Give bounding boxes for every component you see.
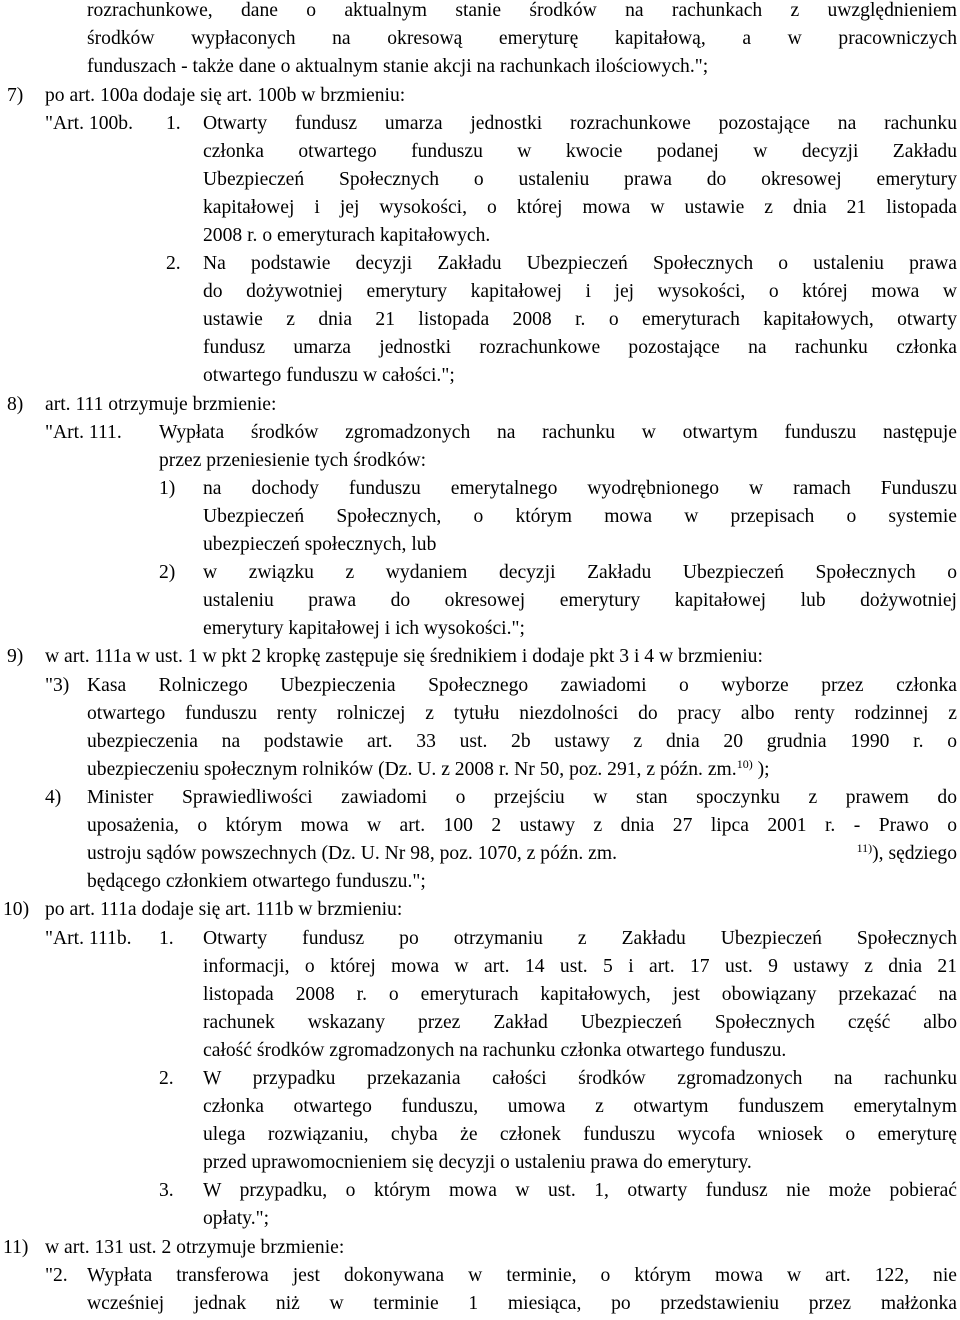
item-intro: w art. 131 ust. 2 otrzymuje brzmienie:: [45, 1237, 345, 1258]
text-line: otwartego funduszu renty rolniczej z tytułu niezdolności do pracy albo renty rodzinnej z: [87, 703, 957, 724]
text-line: Kasa Rolniczego Ubezpieczenia Społecznego zawiadomi o wyborze przez członka: [87, 675, 957, 696]
text-line: Na podstawie decyzji Zakładu Ubezpieczeń Społecznych o ustaleniu prawa: [203, 253, 957, 274]
text-line: kapitałowej i jej wysokości, o której mowa w ustawie z dnia 21 listopada: [203, 197, 957, 218]
article-label: "Art. 111.: [45, 422, 122, 443]
text-line: przez przeniesienie tych środków:: [159, 450, 427, 471]
text-line: ustroju sądów powszechnych (Dz. U. Nr 98, poz. 1070, z późn. zm. $^{11)}$), sędziego: [87, 841, 957, 864]
text-line: W przypadku przekazania całości środków zgromadzonych na rachunku: [203, 1068, 957, 1089]
text-line: 2008 r. o emeryturach kapitałowych.: [203, 225, 491, 246]
text-line: listopada 2008 r. o emeryturach kapitałowych, jest obowiązany przekazać na: [203, 984, 957, 1005]
footnote-ref: 11): [856, 841, 873, 855]
text-line: opłaty.";: [203, 1208, 270, 1229]
item-number: 11): [3, 1237, 29, 1258]
text-line: Wypłata transferowa jest dokonywana w terminie, o którym mowa w art. 122, nie: [87, 1265, 957, 1286]
item-number: 10): [3, 899, 30, 920]
item-number: 7): [7, 85, 24, 106]
point-number: "3): [45, 675, 70, 696]
paragraph-number: 2.: [166, 253, 181, 274]
text-line: całość środków zgromadzonych na rachunku członka otwartego funduszu.: [203, 1040, 787, 1061]
text-line: Wypłata środków zgromadzonych na rachunku w otwartym funduszu następuje: [159, 422, 957, 443]
paragraph-number: 1.: [159, 928, 174, 949]
text-line: członka otwartego funduszu, umowa z otwartym funduszem emerytalnym: [203, 1096, 957, 1117]
text-line: W przypadku, o którym mowa w ust. 1, otwarty fundusz nie może pobierać: [203, 1180, 957, 1201]
item-number: 8): [7, 394, 24, 415]
item-intro: art. 111 otrzymuje brzmienie:: [45, 394, 277, 415]
article-label: "Art. 111b.: [45, 928, 132, 949]
text-line: rachunek wskazany przez Zakład Ubezpieczeń Społecznych część albo: [203, 1012, 957, 1033]
text-line: Ubezpieczeń Społecznych, o którym mowa w przepisach o systemie: [203, 506, 957, 527]
point-number: 1): [159, 478, 176, 499]
text-line: emerytury kapitałowej i ich wysokości.";: [203, 618, 525, 639]
item-intro: po art. 100a dodaje się art. 100b w brzmieniu:: [45, 85, 406, 106]
text-line: przed uprawomocnieniem się decyzji o ustaleniu prawa do emerytury.: [203, 1152, 752, 1173]
footnote-ref: 10): [736, 757, 753, 771]
text-line: członka otwartego funduszu w kwocie podanej w decyzji Zakładu: [203, 141, 957, 162]
text-line: Otwarty fundusz po otrzymaniu z Zakładu Ubezpieczeń Społecznych: [203, 928, 957, 949]
text-line: ustawie z dnia 21 listopada 2008 r. o emeryturach kapitałowych, otwarty: [203, 309, 957, 330]
text-line: funduszach - także dane o aktualnym stanie akcji na rachunkach ilościowych.";: [87, 56, 709, 77]
point-number: 4): [45, 787, 62, 808]
text-line: ulega rozwiązaniu, chyba że członek funduszu wycofa wniosek o emeryturę: [203, 1124, 957, 1145]
text-line: informacji, o której mowa w art. 14 ust. 5 i art. 17 ust. 9 ustawy z dnia 21: [203, 956, 957, 977]
item-intro: po art. 111a dodaje się art. 111b w brzmieniu:: [45, 899, 403, 920]
point-number: 2): [159, 562, 176, 583]
paragraph-number: 1.: [166, 113, 181, 134]
text-line: ubezpieczeniu społecznym rolników (Dz. U. z 2008 r. Nr 50, poz. 291, z późn. zm.$^{10)}$ );: [87, 757, 770, 780]
text-line: wcześniej jednak niż w terminie 1 miesiąca, po przedstawieniu przez małżonka: [87, 1293, 957, 1314]
text-line: Otwarty fundusz umarza jednostki rozrachunkowe pozostające na rachunku: [203, 113, 957, 134]
text-line: Minister Sprawiedliwości zawiadomi o przejściu w stan spoczynku z prawem do: [87, 787, 957, 808]
text-line: na dochody funduszu emerytalnego wyodrębnionego w ramach Funduszu: [203, 478, 957, 499]
item-number: 9): [7, 646, 24, 667]
text-line: otwartego funduszu w całości.";: [203, 365, 455, 386]
text-line: środków wypłaconych na okresową emeryturę kapitałową, a w pracowniczych: [87, 28, 957, 49]
paragraph-number: 2.: [159, 1068, 174, 1089]
text-line: będącego członkiem otwartego funduszu.";: [87, 871, 426, 892]
text-line: Ubezpieczeń Społecznych o ustaleniu prawa do okresowej emerytury: [203, 169, 957, 190]
article-label: "Art. 100b.: [45, 113, 133, 134]
paragraph-number: 3.: [159, 1180, 174, 1201]
item-intro: w art. 111a w ust. 1 w pkt 2 kropkę zastępuje się średnikiem i dodaje pkt 3 i 4 w brzmieniu:: [45, 646, 763, 667]
text-line: fundusz umarza jednostki rozrachunkowe pozostające na rachunku członka: [203, 337, 957, 358]
text-line: ubezpieczenia na podstawie art. 33 ust. 2b ustawy z dnia 20 grudnia 1990 r. o: [87, 731, 957, 752]
paragraph-number: "2.: [45, 1265, 68, 1286]
text-line: rozrachunkowe, dane o aktualnym stanie środków na rachunkach z uwzględnieniem: [87, 0, 957, 21]
text-line: do dożywotniej emerytury kapitałowej i jej wysokości, o której mowa w: [203, 281, 957, 302]
text-line: ubezpieczeń społecznych, lub: [203, 534, 437, 555]
text-line: w związku z wydaniem decyzji Zakładu Ubezpieczeń Społecznych o: [203, 562, 957, 583]
text-line: uposażenia, o którym mowa w art. 100 2 ustawy z dnia 27 lipca 2001 r. - Prawo o: [87, 815, 957, 836]
text-line: ustaleniu prawa do okresowej emerytury kapitałowej lub dożywotniej: [203, 590, 957, 611]
